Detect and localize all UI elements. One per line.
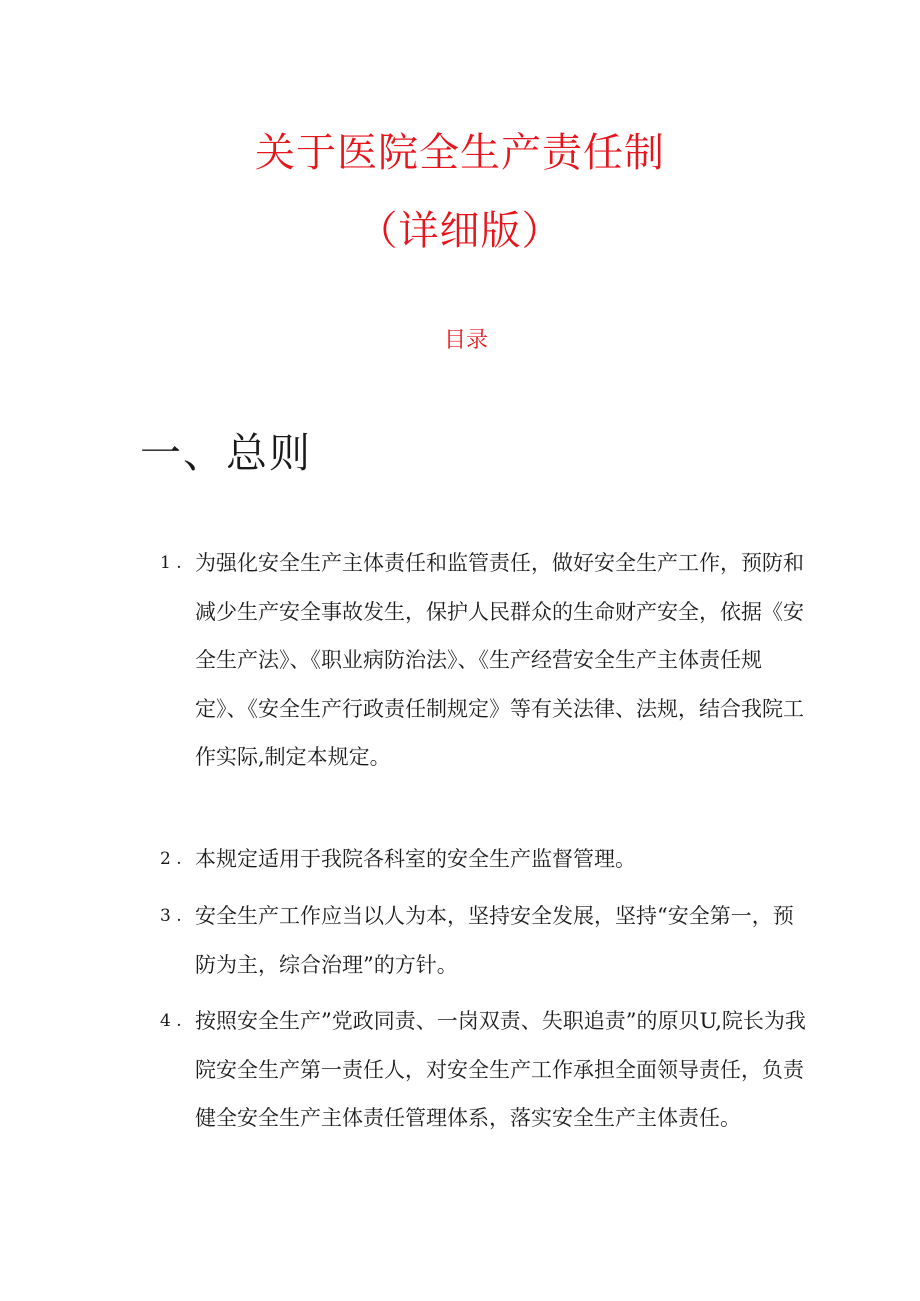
list-item [160,835,810,884]
item-text: 本规定适用于我院各科室的安全生产监督管理。 [195,847,636,871]
item-number: 3 . [160,906,182,926]
list-item [160,997,810,1143]
item-number: 1 . [160,553,182,573]
item-text: 为强化安全生产主体责任和监管责任，做好安全生产工作，预防和减少生产安全事故发生，保护人民群众的生命财产安全，依据《安全生产法》、《职业病防治法》、《生产经营安全生产主体责任规定》、《安全生产行政责任制规定》等有关法律、法规，结合我院工作实际,制定本规定。 [195,551,804,770]
item-text: 按照安全生产”党政同责、一岗双责、失职追责”的原贝U,院长为我院安全生产第一责任人，对安全生产工作承担全面领导责任，负责健全安全生产主体责任管理体系，落实安全生产主体责任。 [195,1009,806,1131]
item-text: 安全生产工作应当以人为本，坚持安全发展，坚持“安全第一，预防为主，综合治理”的方针。 [195,904,794,977]
item-number: 4 . [160,1011,182,1031]
list-item [160,539,810,782]
table-of-contents-label: 目录 [443,328,488,353]
document-subtitle: （详细版） [357,208,563,254]
list-item [160,892,810,989]
document-title: 关于医院全生产责任制 [255,130,665,176]
section-heading: 一、总则 [140,429,312,477]
item-number: 2 . [160,849,182,869]
